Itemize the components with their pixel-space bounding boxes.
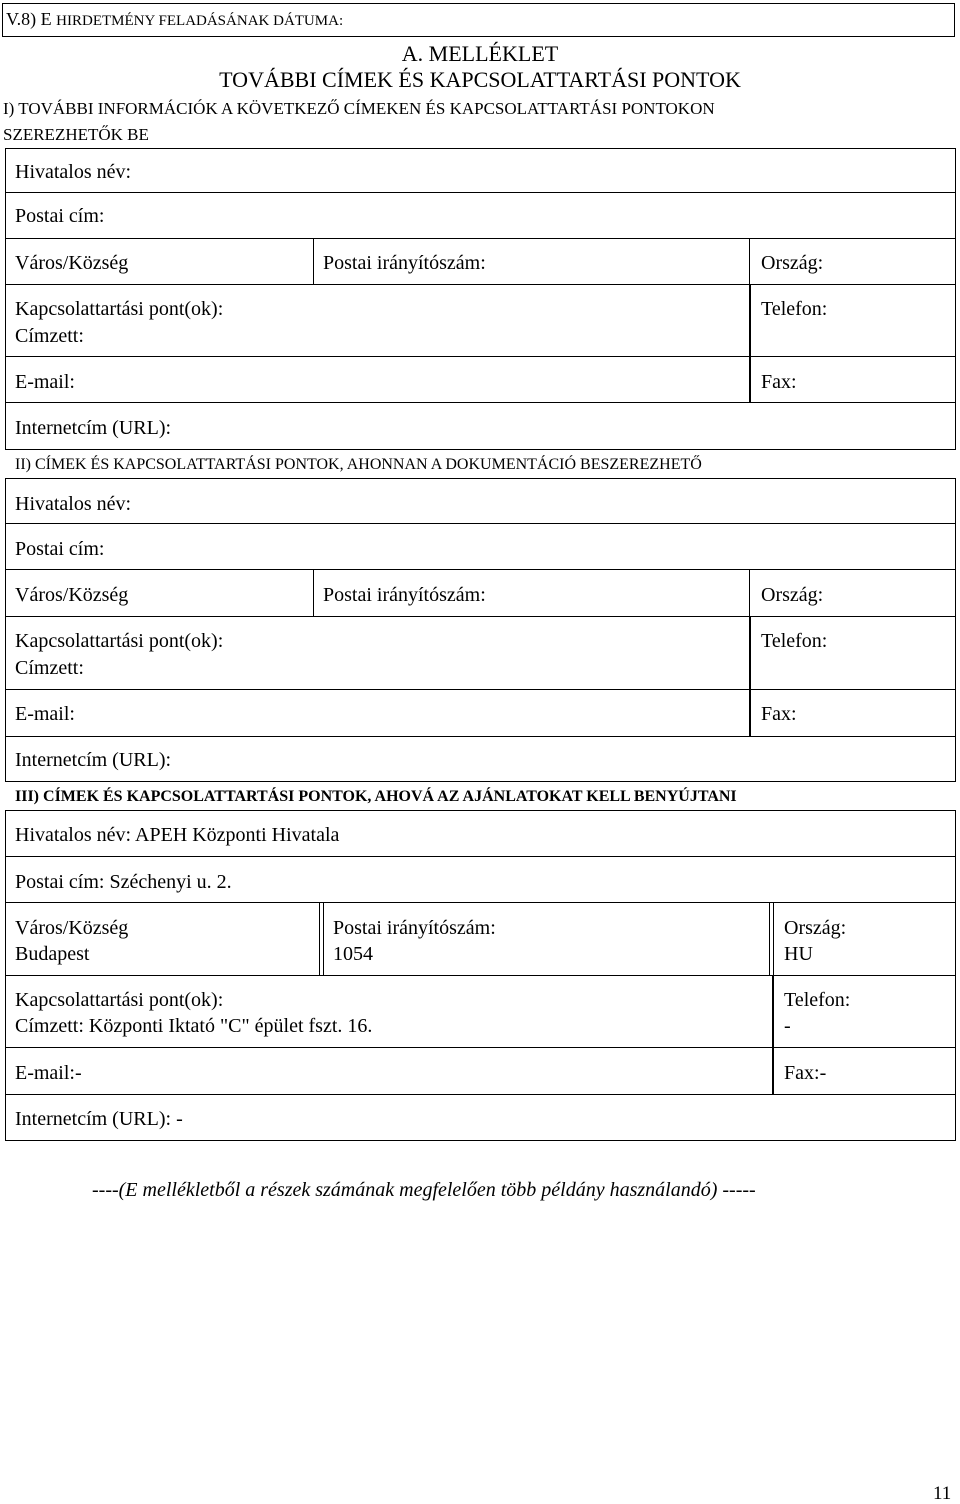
section1-country-label: Ország: [761, 252, 824, 274]
section1-address-row [5, 192, 956, 239]
page-number: 11 [933, 1483, 952, 1504]
section1-fax-label: Fax: [761, 371, 797, 393]
section3-postcode-value: 1054 [333, 943, 373, 965]
section2-attention-label: Címzett: [15, 657, 84, 679]
section2-url-label: Internetcím (URL): [15, 749, 172, 771]
divider [313, 569, 314, 617]
section3-email-row [5, 1047, 773, 1095]
section3-official-name-label: Hivatalos név: [15, 824, 132, 846]
section3-country-label: Ország: [784, 917, 847, 939]
section1-postal-address-label: Postai cím: [15, 205, 105, 227]
section2-email-row [5, 689, 750, 737]
section1-heading-line1: I) TOVÁBBI INFORMÁCIÓK A KÖVETKEZŐ CÍMEKEN ÉS KAPCSOLATTARTÁSI PONTOKON [3, 99, 715, 118]
section3-fax-label: Fax: [784, 1062, 820, 1084]
divider [749, 569, 750, 617]
section3-url-value: - [176, 1108, 183, 1130]
section2-contact-row [5, 616, 750, 690]
section3-email [15, 1063, 82, 1083]
section3-fax [784, 1063, 826, 1083]
section1-attention-label: Címzett: [15, 325, 84, 347]
top-header-prefix: V.8) E [6, 9, 52, 29]
annex-subtitle: TOVÁBBI CÍMEK ÉS KAPCSOLATTARTÁSI PONTOK [219, 67, 741, 92]
section3-attention-value: Központi Iktató "C" épület fszt. 16. [88, 1015, 373, 1037]
section3-contact-row [5, 975, 773, 1048]
section3-country-value: HU [784, 943, 813, 965]
section2-postcode-label: Postai irányítószám: [323, 584, 486, 606]
section3-official-name [15, 825, 339, 845]
section1-contact-row [5, 284, 750, 357]
section2-fax-label: Fax: [761, 703, 797, 725]
section2-phone-cell [750, 616, 956, 690]
top-header [6, 10, 343, 29]
section2-official-name-label: Hivatalos név: [15, 493, 132, 515]
section2-phone-label: Telefon: [761, 630, 828, 652]
footer-note: ----(E mellékletből a részek számának megfelelően több példány használandó) ----- [92, 1179, 756, 1201]
section3-postal-address-value: Széchenyi u. 2. [109, 871, 232, 893]
section1-email-row [5, 356, 750, 403]
section3-contact-label: Kapcsolattartási pont(ok): [15, 989, 224, 1011]
section1-postcode-label: Postai irányítószám: [323, 252, 486, 274]
divider [313, 238, 314, 285]
section1-contact-label: Kapcsolattartási pont(ok): [15, 298, 224, 320]
section3-attention [15, 1016, 372, 1036]
section3-fax-value: - [819, 1062, 827, 1084]
section1-url-label: Internetcím (URL): [15, 417, 172, 439]
section3-city-label: Város/Község [15, 917, 129, 939]
section1-official-name-label: Hivatalos név: [15, 161, 132, 183]
section3-city-value: Budapest [15, 943, 90, 965]
section3-url-label: Internetcím (URL): [15, 1108, 172, 1130]
section3-postal-address [15, 872, 232, 892]
section1-city-label: Város/Község [15, 252, 129, 274]
section1-phone-cell [750, 284, 956, 357]
section2-contact-label: Kapcsolattartási pont(ok): [15, 630, 224, 652]
section3-phone-label: Telefon: [784, 989, 851, 1011]
section3-email-label: E-mail: [15, 1062, 75, 1084]
section2-name-row [5, 478, 956, 524]
section2-address-row [5, 523, 956, 570]
section3-postal-address-label: Postai cím: [15, 871, 105, 893]
divider [749, 238, 750, 285]
section2-email-label: E-mail: [15, 703, 75, 725]
section3-phone-value: - [784, 1015, 791, 1037]
section2-heading: II) CÍMEK ÉS KAPCSOLATTARTÁSI PONTOK, AHONNAN A DOKUMENTÁCIÓ BESZEREZHETŐ [15, 456, 702, 473]
section3-attention-label: Címzett: [15, 1015, 84, 1037]
top-header-rest: HIRDETMÉNY FELADÁSÁNAK DÁTUMA: [56, 13, 344, 29]
section3-official-name-value: APEH Központi Hivatala [135, 824, 340, 846]
section3-url [15, 1109, 183, 1129]
section1-phone-label: Telefon: [761, 298, 828, 320]
section3-phone-cell [773, 975, 956, 1048]
section1-name-row [5, 148, 956, 193]
section3-email-value: - [74, 1062, 82, 1084]
section3-postcode-label: Postai irányítószám: [333, 917, 496, 939]
section3-postcode-cell [323, 902, 770, 976]
section1-email-label: E-mail: [15, 371, 75, 393]
section3-heading: III) CÍMEK ÉS KAPCSOLATTARTÁSI PONTOK, AHOVÁ AZ AJÁNLATOKAT KELL BENYÚJTANI [15, 788, 737, 805]
section1-heading-line2: SZEREZHETŐK BE [3, 125, 149, 144]
section2-postal-address-label: Postai cím: [15, 538, 105, 560]
section2-city-label: Város/Község [15, 584, 129, 606]
annex-title: A. MELLÉKLET [401, 41, 559, 66]
section2-country-label: Ország: [761, 584, 824, 606]
